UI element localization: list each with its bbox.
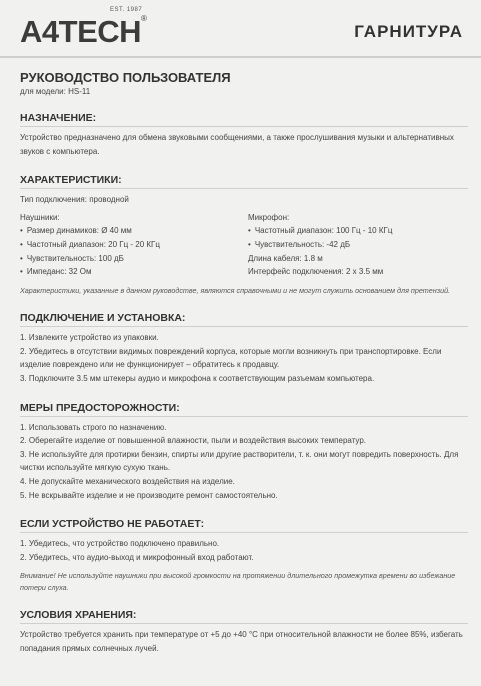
install-list: [20, 331, 468, 385]
list-item: 2. Убедитесь в отсутствии видимых повреждений корпуса, которые могли возникнуть при транспортировке. Если изделие повреждено или не функционирует – обратитесь к продавцу.: [20, 346, 442, 370]
page-header: [0, 0, 481, 58]
logo-registered-mark: ®: [141, 14, 147, 23]
headphones-specs: [20, 211, 248, 279]
connection-interface: Интерфейс подключения: 2 x 3.5 мм: [248, 267, 384, 277]
precautions-title: МЕРЫ ПРЕДОСТОРОЖНОСТИ:: [20, 402, 468, 417]
specs-note: Характеристики, указанные в данном руководстве, являются справочными и не могут служить основанием для претензий.: [20, 285, 451, 295]
list-item: • Частотный диапазон: 20 Гц - 20 КГц: [20, 238, 248, 252]
headphones-title: Наушники:: [20, 212, 60, 222]
list-item: 4. Не допускайте механического воздействия на изделие.: [20, 477, 235, 487]
precautions-list: [20, 421, 468, 503]
purpose-title: НАЗНАЧЕНИЕ:: [20, 112, 468, 127]
list-item: 5. Не вскрывайте изделие и не производите ремонт самостоятельно.: [20, 490, 278, 500]
troubleshoot-title: ЕСЛИ УСТРОЙСТВО НЕ РАБОТАЕТ:: [20, 518, 468, 533]
list-item: 1. Использовать строго по назначению.: [20, 422, 167, 432]
troubleshoot-list: [20, 537, 468, 564]
list-item: 1. Убедитесь, что устройство подключено правильно.: [20, 539, 220, 549]
list-item: 2. Оберегайте изделие от повышенной влажности, пыли и воздействия высоких температур.: [20, 436, 367, 446]
logo-est: EST. 1987: [110, 7, 143, 13]
model-label: для модели: HS-11: [20, 87, 91, 96]
storage-title: УСЛОВИЯ ХРАНЕНИЯ:: [20, 609, 468, 624]
connection-type: Тип подключения: проводной: [20, 195, 129, 205]
storage-text: Устройство требуется хранить при температуре от +5 до +40 °C при относительной влажности не более 85%, избегать попадания прямых солнечных лучей.: [20, 630, 463, 654]
logo-text: A4TECH: [20, 14, 142, 49]
cable-length: Длина кабеля: 1.8 м: [248, 253, 323, 263]
list-item: 3. Не используйте для протирки бензин, спирты или другие растворители, т. к. они могут повредить поверхность. Для чистки используйте мягкую сухую ткань.: [20, 449, 459, 473]
specs-columns: [20, 211, 468, 279]
list-item: • Чувствительность: -42 дБ: [248, 238, 392, 252]
header-title: ГАРНИТУРА: [354, 22, 463, 41]
purpose-text: Устройство предназначено для обмена звуковыми сообщениями, а также прослушивания музыки и альтернативных звуков с компьютера.: [20, 133, 454, 156]
list-item: 2. Убедитесь, что аудио-выход и микрофонный вход работают.: [20, 552, 254, 562]
mic-list: [248, 224, 392, 251]
list-item: • Частотный диапазон: 100 Гц - 10 КГц: [248, 224, 392, 238]
hearing-warning: Внимание! Не используйте наушники при высокой громкости на протяжении длительного промежутка времени во избежание потери слуха.: [20, 571, 456, 592]
list-item: • Размер динамиков: Ø 40 мм: [20, 224, 248, 238]
list-item: • Импеданс: 32 Ом: [20, 265, 248, 279]
list-item: 3. Подключите 3.5 мм штекеры аудио и микрофона к соответствующим разъемам компьютера.: [20, 374, 375, 384]
manual-content: [20, 66, 468, 656]
manual-title: РУКОВОДСТВО ПОЛЬЗОВАТЕЛЯ: [20, 70, 231, 85]
brand-logo: [20, 7, 147, 50]
list-item: 1. Извлеките устройство из упаковки.: [20, 333, 159, 343]
install-title: ПОДКЛЮЧЕНИЕ И УСТАНОВКА:: [20, 312, 468, 327]
microphone-specs: [248, 211, 392, 279]
mic-title: Микрофон:: [248, 212, 290, 222]
specs-title: ХАРАКТЕРИСТИКИ:: [20, 174, 468, 189]
list-item: • Чувствительность: 100 дБ: [20, 252, 248, 266]
headphones-list: [20, 224, 248, 278]
